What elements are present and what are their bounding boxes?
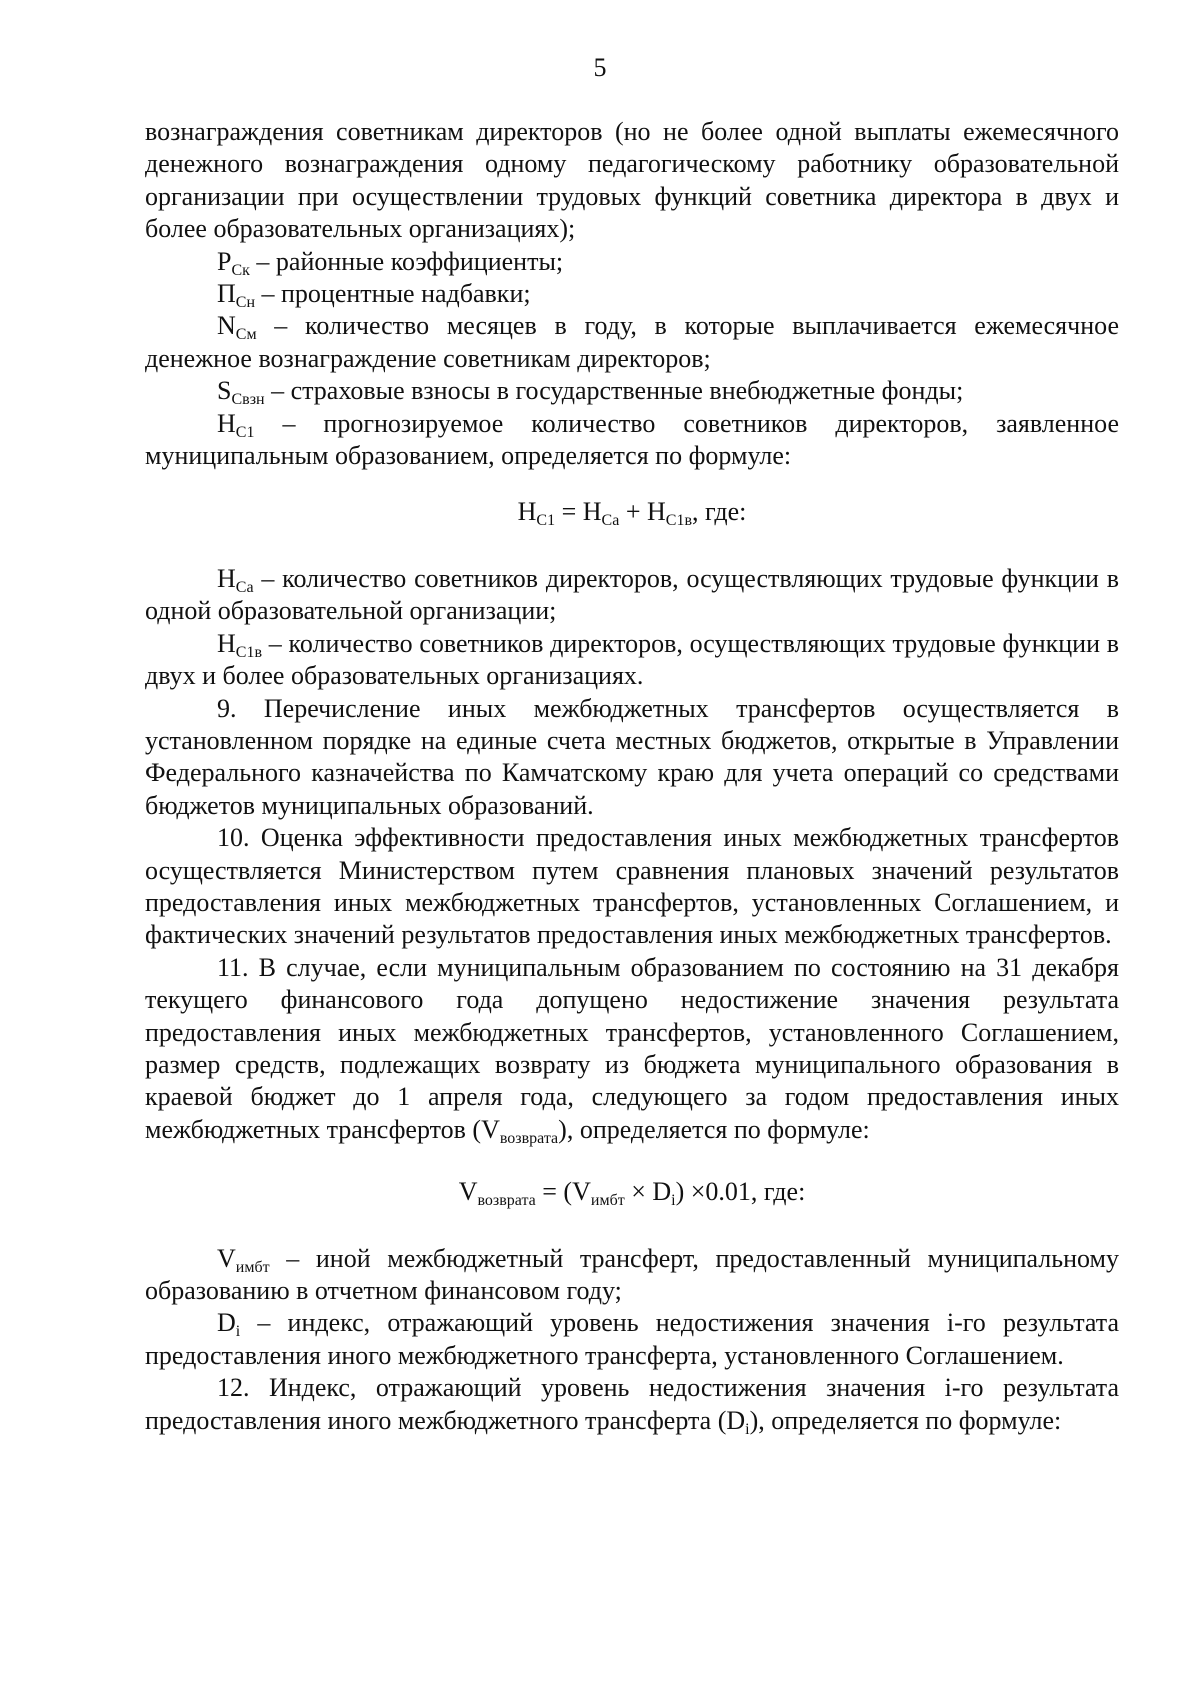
page-body xyxy=(145,116,1119,1437)
definition-vimbt: $V_{имбт}$ – иной межбюджетный трансферт, предоставленный муниципальному образованию в отчетном финансовом году; xyxy=(145,1243,1119,1305)
paragraph: вознаграждения советникам директоров (но не более одной выплаты ежемесячного денежного вознаграждения одному педагогическому работнику образовательной организации при осуществлении трудовых функций советника директора в двух и более образовательных организациях); xyxy=(145,117,1119,244)
paragraph-10: 10. Оценка эффективности предоставления иных межбюджетных трансфертов осуществляется Министерством путем сравнения плановых значений результатов предоставления иных межбюджетных трансфертов, установленных Соглашением, и фактических значений результатов предоставления иных межбюджетных трансфертов. xyxy=(145,823,1119,950)
definition-hs1: $Н_{С1}$ – прогнозируемое количество советников директоров, заявленное муниципальным образованием, определяется по формуле: xyxy=(145,408,1119,471)
page-number: 5 xyxy=(593,53,607,82)
definition-di: $D_i$ – индекс, отражающий уровень недостижения значения i-го результата предоставления иного межбюджетного трансферта, установленного Соглашением. xyxy=(145,1308,1119,1370)
definition-hsa: $Н_{Са}$ – количество советников директоров, осуществляющих трудовые функции в одной образовательной организации; xyxy=(145,563,1119,626)
formula-vreturn: $V_{возврата} = (V_{имбт} \times D_i) \times 0.01$, где: xyxy=(458,1177,806,1210)
paragraph-12: 12. Индекс, отражающий уровень недостижения значения i-го результата предоставления иного межбюджетного трансферта $(D_i)$, определяется по формуле: xyxy=(145,1373,1119,1438)
definition-rsk: $Р_{Ск}$ – районные коэффициенты; xyxy=(217,246,564,279)
definition-nsm: $N_{См}$ – количество месяцев в году, в которые выплачивается ежемесячное денежное вознаграждение советникам директоров; xyxy=(145,311,1119,373)
definition-ssvzn: $S_{Свзн}$ – страховые взносы в государственные внебюджетные фонды; xyxy=(217,376,964,409)
paragraph-9: 9. Перечисление иных межбюджетных трансфертов осуществляется в установленном порядке на единые счета местных бюджетов, открытые в Управлении Федерального казначейства по Камчатскому краю для учета операций со средствами бюджетов муниципальных образований. xyxy=(145,693,1119,820)
definition-psn: $П_{Сн}$ – процентные надбавки; xyxy=(217,279,531,312)
definition-hs1v: $Н_{С1в}$ – количество советников директоров, осуществляющих трудовые функции в двух и более образовательных организациях. xyxy=(145,628,1119,691)
paragraph-11: 11. В случае, если муниципальным образованием по состоянию на 31 декабря текущего финансового года допущено недостижение значения результата предоставления иных межбюджетных трансфертов, установленного Соглашением, размер средств, подлежащих возврату из бюджета муниципального образования в краевой бюджет до 1 апреля года, следующего за годом предоставления иных межбюджетных трансфертов $(V_{возврата})$, определяется по формуле: xyxy=(145,952,1119,1147)
formula-hs1: $Н_{С1} = Н_{Са} + Н_{С1в}$, где: xyxy=(517,497,747,530)
